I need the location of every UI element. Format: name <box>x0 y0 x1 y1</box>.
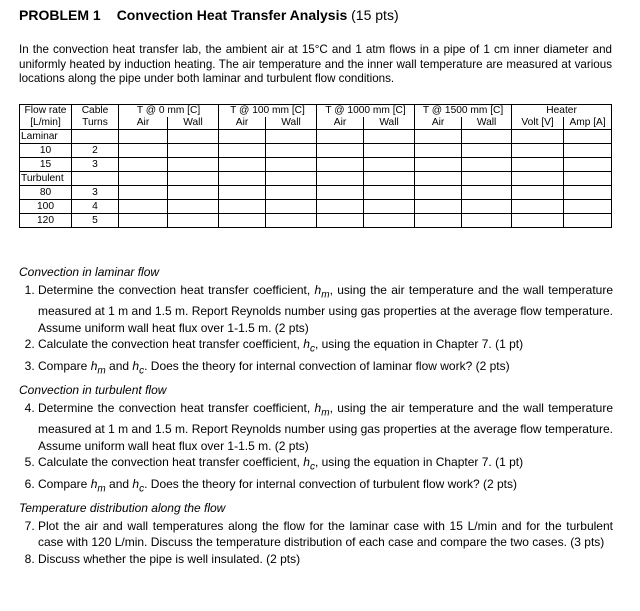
col-header-t100: T @ 100 mm [C] <box>219 105 317 118</box>
flow-rate-cell: 100 <box>20 200 72 214</box>
cable-turns-cell: 2 <box>72 144 119 158</box>
measurement-table <box>19 104 612 228</box>
table-header-row-bottom <box>20 117 612 130</box>
subheader-wall: Wall <box>266 117 317 130</box>
section-label-laminar: Laminar <box>20 130 72 144</box>
section-title: Temperature distribution along the flow <box>19 501 226 515</box>
problem-title: Convection Heat Transfer Analysis <box>116 7 348 23</box>
col-header-t0: T @ 0 mm [C] <box>119 105 219 118</box>
problem-number: PROBLEM 1 <box>19 7 101 23</box>
col-header-flow-rate: Flow rate <box>20 105 72 118</box>
question-item: 2. Calculate the convection heat transfer coefficient, $h_c$, using the equation in Chapter 7. (1 pt) <box>38 336 613 358</box>
section-laminar-flow <box>19 264 613 380</box>
cable-turns-cell: 5 <box>72 214 119 228</box>
table-row <box>20 214 612 228</box>
cable-turns-cell: 4 <box>72 200 119 214</box>
subheader-air: Air <box>415 117 462 130</box>
flow-rate-cell: 10 <box>20 144 72 158</box>
cable-turns-cell: 3 <box>72 186 119 200</box>
subheader-lmin: [L/min] <box>20 117 72 130</box>
section-title: Convection in laminar flow <box>19 265 160 279</box>
question-item: 4. Determine the convection heat transfer coefficient, $h_m$, using the air temperature and the wall temperature measured at 1 m and 1.5 m. Report Reynolds number using gas properties at the average flow temperature. Assume uniform wall heat flux over 1-1.5 m. (2 pts) <box>38 400 613 455</box>
flow-rate-cell: 80 <box>20 186 72 200</box>
question-item: 7. Plot the air and wall temperatures along the flow for the laminar case with 15 L/min and for the turbulent case with 120 L/min. Discuss the temperature distribution of each case and compare the two cases. (3 pts) <box>38 518 613 551</box>
section-label-turbulent: Turbulent <box>20 172 72 186</box>
section-row-turbulent <box>20 172 612 186</box>
table-row <box>20 200 612 214</box>
intro-paragraph: In the convection heat transfer lab, the ambient air at 15°C and 1 atm flows in a pipe of 1 cm inner diameter and uniformly heated by induction heating. The air temperature and the inner wall temperature are measured at various locations along the pipe under both laminar and turbulent flow conditions. <box>19 43 612 86</box>
section-title: Convection in turbulent flow <box>19 383 167 397</box>
problem-points: (15 pts) <box>351 7 399 23</box>
table-row <box>20 144 612 158</box>
subheader-air: Air <box>317 117 364 130</box>
col-header-cable: Cable <box>72 105 119 118</box>
problem-heading <box>19 7 399 23</box>
question-list <box>19 400 613 499</box>
section-turbulent-flow <box>19 382 613 498</box>
section-row-laminar <box>20 130 612 144</box>
subheader-wall: Wall <box>364 117 415 130</box>
col-header-t1500: T @ 1500 mm [C] <box>415 105 512 118</box>
subheader-air: Air <box>119 117 168 130</box>
flow-rate-cell: 15 <box>20 158 72 172</box>
col-header-heater: Heater <box>512 105 612 118</box>
question-item: 8. Discuss whether the pipe is well insulated. (2 pts) <box>38 551 613 568</box>
table-row <box>20 186 612 200</box>
table-row <box>20 158 612 172</box>
question-list <box>19 518 613 568</box>
subheader-wall: Wall <box>168 117 219 130</box>
subheader-air: Air <box>219 117 266 130</box>
subheader-volt: Volt [V] <box>512 117 564 130</box>
question-item: 1. Determine the convection heat transfer coefficient, $h_m$, using the air temperature and the wall temperature measured at 1 m and 1.5 m. Report Reynolds number using gas properties at the average flow temperature. Assume uniform wall heat flux over 1-1.5 m. (2 pts) <box>38 282 613 337</box>
col-header-t1000: T @ 1000 mm [C] <box>317 105 415 118</box>
question-item: 6. Compare $h_m$ and $h_c$. Does the theory for internal convection of turbulent flow work? (2 pts) <box>38 476 613 498</box>
subheader-wall: Wall <box>462 117 512 130</box>
subheader-turns: Turns <box>72 117 119 130</box>
cable-turns-cell: 3 <box>72 158 119 172</box>
section-temperature-distribution <box>19 500 613 567</box>
subheader-amp: Amp [A] <box>564 117 612 130</box>
table-header-row-top <box>20 105 612 118</box>
question-item: 5. Calculate the convection heat transfer coefficient, $h_c$, using the equation in Chapter 7. (1 pt) <box>38 454 613 476</box>
flow-rate-cell: 120 <box>20 214 72 228</box>
question-item: 3. Compare $h_m$ and $h_c$. Does the theory for internal convection of laminar flow work? (2 pts) <box>38 358 613 380</box>
question-list <box>19 282 613 381</box>
